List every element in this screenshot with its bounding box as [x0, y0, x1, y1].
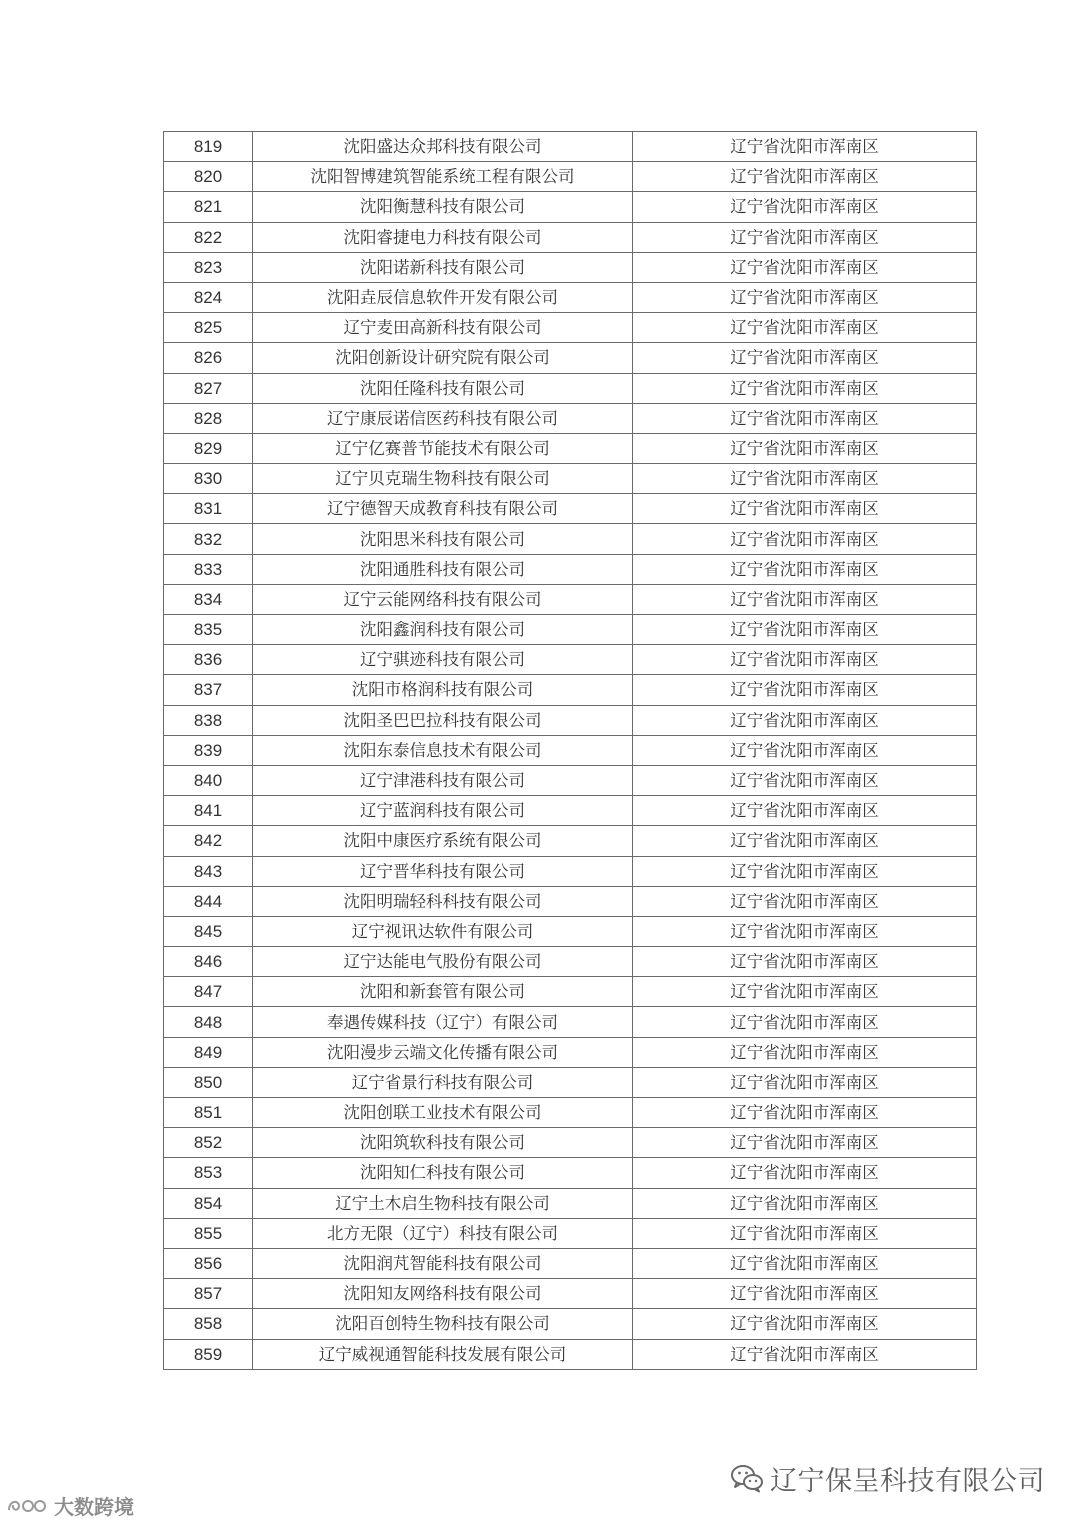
location-cell: 辽宁省沈阳市浑南区	[633, 554, 977, 584]
location-cell: 辽宁省沈阳市浑南区	[633, 735, 977, 765]
table-row	[164, 1037, 977, 1067]
row-number-cell: 846	[164, 947, 253, 977]
location-cell: 辽宁省沈阳市浑南区	[633, 1188, 977, 1218]
company-name-cell: 沈阳和新套管有限公司	[253, 977, 633, 1007]
table-row	[164, 1279, 977, 1309]
row-number-cell: 823	[164, 252, 253, 282]
table-row	[164, 132, 977, 162]
row-number-cell: 826	[164, 343, 253, 373]
location-cell: 辽宁省沈阳市浑南区	[633, 765, 977, 795]
table-row	[164, 524, 977, 554]
row-number-cell: 827	[164, 373, 253, 403]
table-row	[164, 403, 977, 433]
row-number-cell: 842	[164, 826, 253, 856]
row-number-cell: 845	[164, 916, 253, 946]
table-row	[164, 1339, 977, 1369]
watermark-account-name: 辽宁保呈科技有限公司	[770, 1465, 1045, 1497]
row-number-cell: 825	[164, 313, 253, 343]
location-cell: 辽宁省沈阳市浑南区	[633, 886, 977, 916]
table-row	[164, 886, 977, 916]
company-name-cell: 沈阳漫步云端文化传播有限公司	[253, 1037, 633, 1067]
company-name-cell: 沈阳睿捷电力科技有限公司	[253, 222, 633, 252]
table-row	[164, 705, 977, 735]
row-number-cell: 822	[164, 222, 253, 252]
company-name-cell: 辽宁亿赛普节能技术有限公司	[253, 433, 633, 463]
company-name-cell: 辽宁贝克瑞生物科技有限公司	[253, 464, 633, 494]
row-number-cell: 841	[164, 796, 253, 826]
company-name-cell: 辽宁达能电气股份有限公司	[253, 947, 633, 977]
row-number-cell: 848	[164, 1007, 253, 1037]
location-cell: 辽宁省沈阳市浑南区	[633, 584, 977, 614]
company-name-cell: 辽宁津港科技有限公司	[253, 765, 633, 795]
wechat-icon	[730, 1463, 764, 1493]
location-cell: 辽宁省沈阳市浑南区	[633, 645, 977, 675]
location-cell: 辽宁省沈阳市浑南区	[633, 796, 977, 826]
location-cell: 辽宁省沈阳市浑南区	[633, 1158, 977, 1188]
company-name-cell: 沈阳百创特生物科技有限公司	[253, 1309, 633, 1339]
location-cell: 辽宁省沈阳市浑南区	[633, 464, 977, 494]
company-name-cell: 沈阳明瑞轻科科技有限公司	[253, 886, 633, 916]
row-number-cell: 851	[164, 1098, 253, 1128]
row-number-cell: 843	[164, 856, 253, 886]
company-name-cell: 辽宁骐迹科技有限公司	[253, 645, 633, 675]
location-cell: 辽宁省沈阳市浑南区	[633, 192, 977, 222]
table-row	[164, 1128, 977, 1158]
location-cell: 辽宁省沈阳市浑南区	[633, 916, 977, 946]
location-cell: 辽宁省沈阳市浑南区	[633, 433, 977, 463]
watermark-brand	[6, 1490, 134, 1520]
location-cell: 辽宁省沈阳市浑南区	[633, 705, 977, 735]
table-row	[164, 373, 977, 403]
watermark-brand-name: 大数跨境	[54, 1494, 134, 1519]
location-cell: 辽宁省沈阳市浑南区	[633, 1339, 977, 1369]
table-row	[164, 433, 977, 463]
table-row	[164, 735, 977, 765]
location-cell: 辽宁省沈阳市浑南区	[633, 252, 977, 282]
location-cell: 辽宁省沈阳市浑南区	[633, 282, 977, 312]
table-row	[164, 675, 977, 705]
table-row	[164, 222, 977, 252]
company-name-cell: 辽宁蓝润科技有限公司	[253, 796, 633, 826]
watermark-account	[730, 1458, 1045, 1498]
logo-icon	[6, 1494, 50, 1516]
location-cell: 辽宁省沈阳市浑南区	[633, 494, 977, 524]
company-name-cell: 沈阳知友网络科技有限公司	[253, 1279, 633, 1309]
row-number-cell: 832	[164, 524, 253, 554]
row-number-cell: 835	[164, 615, 253, 645]
row-number-cell: 836	[164, 645, 253, 675]
location-cell: 辽宁省沈阳市浑南区	[633, 1007, 977, 1037]
company-name-cell: 辽宁省景行科技有限公司	[253, 1067, 633, 1097]
company-name-cell: 奉遇传媒科技（辽宁）有限公司	[253, 1007, 633, 1037]
location-cell: 辽宁省沈阳市浑南区	[633, 162, 977, 192]
row-number-cell: 859	[164, 1339, 253, 1369]
table-row	[164, 645, 977, 675]
row-number-cell: 853	[164, 1158, 253, 1188]
row-number-cell: 839	[164, 735, 253, 765]
location-cell: 辽宁省沈阳市浑南区	[633, 373, 977, 403]
row-number-cell: 847	[164, 977, 253, 1007]
location-cell: 辽宁省沈阳市浑南区	[633, 856, 977, 886]
table-body	[164, 132, 977, 1370]
row-number-cell: 852	[164, 1128, 253, 1158]
row-number-cell: 837	[164, 675, 253, 705]
table-row	[164, 916, 977, 946]
table-row	[164, 947, 977, 977]
location-cell: 辽宁省沈阳市浑南区	[633, 132, 977, 162]
location-cell: 辽宁省沈阳市浑南区	[633, 615, 977, 645]
company-name-cell: 沈阳润芃智能科技有限公司	[253, 1248, 633, 1278]
table-row	[164, 1067, 977, 1097]
location-cell: 辽宁省沈阳市浑南区	[633, 524, 977, 554]
company-name-cell: 沈阳盛达众邦科技有限公司	[253, 132, 633, 162]
table-row	[164, 252, 977, 282]
company-name-cell: 辽宁德智天成教育科技有限公司	[253, 494, 633, 524]
table-row	[164, 494, 977, 524]
row-number-cell: 850	[164, 1067, 253, 1097]
company-name-cell: 沈阳圣巴巴拉科技有限公司	[253, 705, 633, 735]
location-cell: 辽宁省沈阳市浑南区	[633, 977, 977, 1007]
table-row	[164, 162, 977, 192]
table-row	[164, 1007, 977, 1037]
company-name-cell: 沈阳创新设计研究院有限公司	[253, 343, 633, 373]
row-number-cell: 833	[164, 554, 253, 584]
company-name-cell: 沈阳鑫润科技有限公司	[253, 615, 633, 645]
table-row	[164, 464, 977, 494]
company-name-cell: 辽宁康辰诺信医药科技有限公司	[253, 403, 633, 433]
location-cell: 辽宁省沈阳市浑南区	[633, 826, 977, 856]
table-row	[164, 615, 977, 645]
table-row	[164, 313, 977, 343]
table-row	[164, 192, 977, 222]
company-name-cell: 沈阳垚辰信息软件开发有限公司	[253, 282, 633, 312]
row-number-cell: 844	[164, 886, 253, 916]
table-row	[164, 765, 977, 795]
company-name-cell: 沈阳知仁科技有限公司	[253, 1158, 633, 1188]
company-name-cell: 沈阳任隆科技有限公司	[253, 373, 633, 403]
table-row	[164, 1098, 977, 1128]
location-cell: 辽宁省沈阳市浑南区	[633, 1218, 977, 1248]
row-number-cell: 849	[164, 1037, 253, 1067]
company-name-cell: 沈阳市格润科技有限公司	[253, 675, 633, 705]
company-name-cell: 北方无限（辽宁）科技有限公司	[253, 1218, 633, 1248]
company-name-cell: 沈阳创联工业技术有限公司	[253, 1098, 633, 1128]
row-number-cell: 856	[164, 1248, 253, 1278]
table-row	[164, 856, 977, 886]
table-row	[164, 826, 977, 856]
row-number-cell: 838	[164, 705, 253, 735]
location-cell: 辽宁省沈阳市浑南区	[633, 1309, 977, 1339]
table-row	[164, 1309, 977, 1339]
company-name-cell: 辽宁晋华科技有限公司	[253, 856, 633, 886]
company-name-cell: 辽宁云能网络科技有限公司	[253, 584, 633, 614]
row-number-cell: 831	[164, 494, 253, 524]
table-row	[164, 1248, 977, 1278]
row-number-cell: 824	[164, 282, 253, 312]
company-name-cell: 辽宁麦田高新科技有限公司	[253, 313, 633, 343]
table-row	[164, 343, 977, 373]
location-cell: 辽宁省沈阳市浑南区	[633, 1128, 977, 1158]
table-row	[164, 282, 977, 312]
row-number-cell: 854	[164, 1188, 253, 1218]
location-cell: 辽宁省沈阳市浑南区	[633, 313, 977, 343]
row-number-cell: 858	[164, 1309, 253, 1339]
location-cell: 辽宁省沈阳市浑南区	[633, 403, 977, 433]
row-number-cell: 828	[164, 403, 253, 433]
table-row	[164, 554, 977, 584]
company-name-cell: 辽宁视讯达软件有限公司	[253, 916, 633, 946]
row-number-cell: 820	[164, 162, 253, 192]
row-number-cell: 840	[164, 765, 253, 795]
table-row	[164, 1218, 977, 1248]
row-number-cell: 857	[164, 1279, 253, 1309]
table-row	[164, 1188, 977, 1218]
company-name-cell: 沈阳通胜科技有限公司	[253, 554, 633, 584]
location-cell: 辽宁省沈阳市浑南区	[633, 1067, 977, 1097]
company-name-cell: 沈阳衡慧科技有限公司	[253, 192, 633, 222]
row-number-cell: 855	[164, 1218, 253, 1248]
location-cell: 辽宁省沈阳市浑南区	[633, 1098, 977, 1128]
company-name-cell: 沈阳筑软科技有限公司	[253, 1128, 633, 1158]
table-row	[164, 796, 977, 826]
company-name-cell: 沈阳东泰信息技术有限公司	[253, 735, 633, 765]
company-list-table	[163, 131, 977, 1370]
row-number-cell: 829	[164, 433, 253, 463]
table-row	[164, 584, 977, 614]
location-cell: 辽宁省沈阳市浑南区	[633, 222, 977, 252]
table-row	[164, 1158, 977, 1188]
company-name-cell: 沈阳思米科技有限公司	[253, 524, 633, 554]
location-cell: 辽宁省沈阳市浑南区	[633, 947, 977, 977]
company-name-cell: 辽宁土木启生物科技有限公司	[253, 1188, 633, 1218]
row-number-cell: 830	[164, 464, 253, 494]
location-cell: 辽宁省沈阳市浑南区	[633, 343, 977, 373]
location-cell: 辽宁省沈阳市浑南区	[633, 1248, 977, 1278]
location-cell: 辽宁省沈阳市浑南区	[633, 675, 977, 705]
company-name-cell: 沈阳智博建筑智能系统工程有限公司	[253, 162, 633, 192]
company-name-cell: 沈阳中康医疗系统有限公司	[253, 826, 633, 856]
company-name-cell: 沈阳诺新科技有限公司	[253, 252, 633, 282]
row-number-cell: 834	[164, 584, 253, 614]
location-cell: 辽宁省沈阳市浑南区	[633, 1279, 977, 1309]
company-name-cell: 辽宁威视通智能科技发展有限公司	[253, 1339, 633, 1369]
row-number-cell: 819	[164, 132, 253, 162]
location-cell: 辽宁省沈阳市浑南区	[633, 1037, 977, 1067]
row-number-cell: 821	[164, 192, 253, 222]
table-row	[164, 977, 977, 1007]
